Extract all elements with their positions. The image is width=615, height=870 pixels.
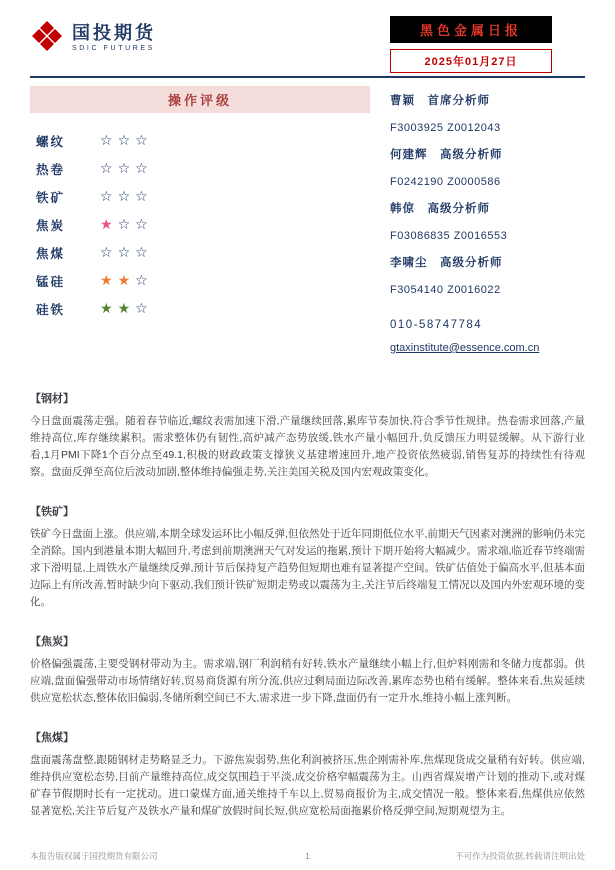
section-heading: 【铁矿】: [30, 506, 74, 518]
analyst-name: 何建辉 高级分析师: [390, 149, 503, 161]
footer-copyright: 本报告版权属于国投期货有限公司: [30, 851, 158, 861]
section-body: 今日盘面震荡走强。随着春节临近,螺纹表需加速下滑,产量继续回落,累库节奏加快,符合季节性规律。热卷需求回落,产量维持高位,库存继续累积。需求整体仍有韧性,高炉减产态势放缓,铁水产量小幅回升,负反馈压力明显缓解。从下游行业看,1月PMI下降1个百分点至49.1,积极的财政政策支撑狭义基建增速回升,地产投资依然疲弱,销售复苏的持续性有待观察。盘面反弹至高位后波动加剧,整体维持偏强走势,关注美国关税及国内宏观政策变化。: [30, 415, 585, 478]
rating-row: [36, 155, 370, 183]
report-date: 2025年01月27日: [390, 49, 552, 73]
star-empty-icon: ☆: [135, 216, 148, 232]
analyst-name: 曹颖 首席分析师: [390, 95, 490, 107]
commodity-name: 热卷: [36, 163, 66, 177]
star-empty-icon: ☆: [117, 160, 131, 176]
star-rating: [100, 188, 153, 206]
rating-row: [36, 211, 370, 239]
star-empty-icon: ☆: [135, 300, 148, 316]
star-empty-icon: ☆: [117, 132, 131, 148]
section-body: 盘面震荡盘整,跟随钢材走势略显乏力。下游焦炭弱势,焦化利润被挤压,焦企刚需补库,焦煤现货成交量稍有好转。供应端,维持供应宽松态势,目前产量维持高位,成交氛围趋于平淡,成交价格窄幅震荡为主。山西省煤炭增产计划的推动下,或对煤矿春节假期时长有一定扰动。进口蒙煤方面,通关维持千车以上,贸易商报价为主,成交情况一般。整体来看,焦煤供应依然显著宽松,关注节后复产及铁水产量和煤矿放假时间长短,供应宽松局面拖累价格反弹空间,短期观望为主。: [30, 754, 585, 817]
star-rating: [100, 244, 153, 262]
commodity-name: 焦煤: [36, 247, 66, 261]
analyst-name: 李啸尘 高级分析师: [390, 257, 503, 269]
report-title-block: [390, 16, 552, 73]
analyst-ids: F0242190 Z0000586: [390, 176, 501, 188]
report-title: 黑色金属日报: [390, 16, 552, 43]
star-rating: [100, 216, 153, 234]
analyst-ids: F3003925 Z0012043: [390, 122, 501, 134]
brand-diamond-icon: [30, 20, 64, 54]
star-filled-icon: ★: [100, 272, 113, 288]
brand-name: 国投期货: [72, 22, 156, 43]
brand-subtitle: SDIC FUTURES: [72, 44, 155, 52]
section-body: 价格偏强震荡,主要受钢材带动为主。需求端,钢厂利润稍有好转,铁水产量继续小幅上行,但炉料刚需和冬储力度都弱。供应端,盘面偏强带动市场情绪好转,贸易商货源有所分流,供应过剩局面边际改善,累库态势也稍有缓解。整体来看,焦炭延续供应宽松状态,整体依旧偏弱,冬储所剩空间已不大,需求进一步下降,盘面仍有一定升水,维持小幅上涨判断。: [30, 658, 585, 704]
star-empty-icon: ☆: [135, 244, 148, 260]
rating-row: [36, 127, 370, 155]
report-section: [30, 503, 585, 611]
star-empty-icon: ☆: [117, 216, 131, 232]
commodity-name: 锰硅: [36, 275, 66, 289]
commodity-name: 螺纹: [36, 135, 66, 149]
commodity-name: 焦炭: [36, 219, 66, 233]
star-empty-icon: ☆: [100, 132, 113, 148]
rating-row: [36, 183, 370, 211]
star-empty-icon: ☆: [135, 188, 148, 204]
analysts-panel: [370, 86, 585, 374]
star-empty-icon: ☆: [135, 160, 148, 176]
star-rating: [100, 160, 153, 178]
star-filled-icon: ★: [117, 272, 131, 288]
star-empty-icon: ☆: [100, 160, 113, 176]
report-section: [30, 729, 585, 820]
footer-disclaimer: 不可作为投资依据,转载请注明出处: [455, 851, 585, 861]
star-empty-icon: ☆: [117, 188, 131, 204]
section-heading: 【焦炭】: [30, 636, 74, 648]
report-body: [30, 390, 585, 820]
star-empty-icon: ☆: [135, 132, 148, 148]
analyst-ids: F03086835 Z0016553: [390, 230, 508, 242]
star-empty-icon: ☆: [135, 272, 148, 288]
ratings-title: 操作评级: [30, 86, 370, 113]
analyst-name: 韩倞 高级分析师: [390, 203, 490, 215]
ratings-panel: [30, 86, 370, 374]
star-empty-icon: ☆: [100, 188, 113, 204]
rating-row: [36, 267, 370, 295]
report-footer: [30, 850, 585, 862]
report-section: [30, 390, 585, 481]
contact-email-link[interactable]: gtaxinstitute@essence.com.cn: [390, 342, 540, 354]
page-number: 1: [305, 851, 310, 861]
ratings-list: [30, 113, 370, 323]
rating-row: [36, 295, 370, 323]
section-body: 铁矿今日盘面上涨。供应端,本期全球发运环比小幅反弹,但依然处于近年同期低位水平,前期天气因素对澳洲的影响仍未完全消除。国内到港量本期大幅回升,考虑到前期澳洲天气对发运的拖累,预计下期开始将大幅减少。需求端,临近春节终端需求下滑明显,上周铁水产量继续反弹,预计节后保持复产趋势但短期也难有显著提产空间。铁矿估值处于偏高水平,但基本面边际上有所改善,暂时缺少向下驱动,我们预计铁矿短期走势或以震荡为主,关注节后终端复工情况以及国内外宏观环境的变化。: [30, 528, 585, 608]
star-empty-icon: ☆: [117, 244, 131, 260]
brand-text: [72, 23, 156, 52]
star-empty-icon: ☆: [100, 244, 113, 260]
star-rating: [100, 300, 153, 318]
star-filled-icon: ★: [117, 300, 131, 316]
brand-logo: [30, 20, 156, 54]
commodity-name: 铁矿: [36, 191, 66, 205]
star-rating: [100, 272, 153, 290]
star-filled-icon: ★: [100, 216, 113, 232]
star-filled-icon: ★: [100, 300, 113, 316]
section-heading: 【钢材】: [30, 393, 74, 405]
report-header: [30, 14, 585, 78]
commodity-name: 硅铁: [36, 303, 66, 317]
star-rating: [100, 132, 153, 150]
analyst-ids: F3054140 Z0016022: [390, 284, 501, 296]
report-section: [30, 633, 585, 707]
top-columns: [30, 86, 585, 374]
section-heading: 【焦煤】: [30, 732, 74, 744]
contact-phone: 010-58747784: [390, 319, 483, 331]
rating-row: [36, 239, 370, 267]
